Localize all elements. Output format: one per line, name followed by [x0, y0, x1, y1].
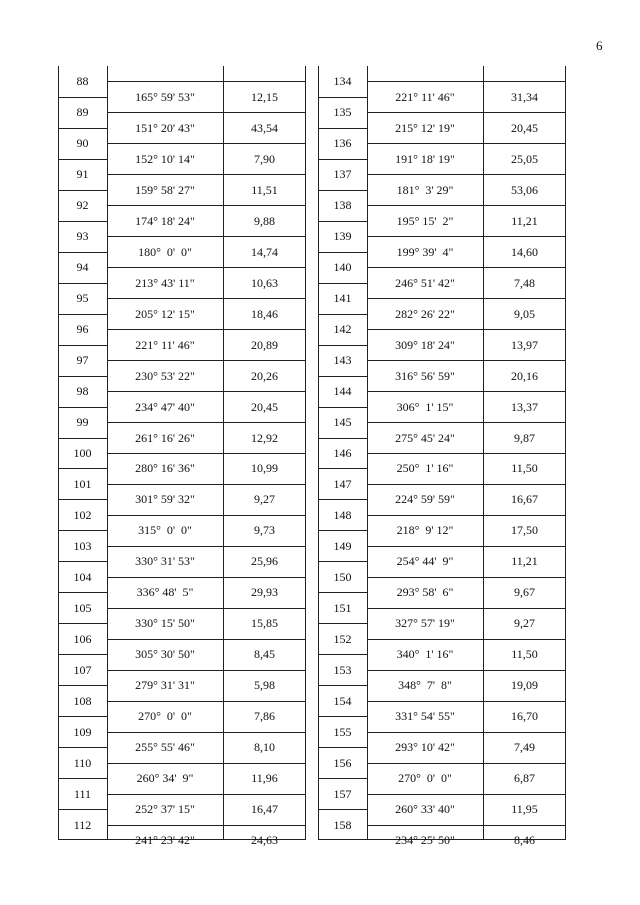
- distance-value: 6,87: [514, 771, 535, 785]
- bearing-value: 293° 10' 42": [395, 740, 455, 754]
- distance-value: 19,09: [511, 678, 538, 692]
- distance-value: 29,93: [251, 585, 278, 599]
- bearing-value: 165° 59' 53": [135, 90, 195, 104]
- distance-value: 8,10: [254, 740, 275, 754]
- point-number: 106: [73, 632, 92, 646]
- point-number: 147: [333, 477, 352, 491]
- bearing-value: 270° 0' 0": [398, 771, 452, 785]
- point-number: 103: [73, 539, 92, 553]
- point-number: 98: [76, 384, 89, 398]
- point-number: 138: [333, 198, 352, 212]
- coordinates-table-left: [58, 66, 306, 847]
- bearing-value: 241° 23' 42": [135, 833, 195, 847]
- distance-value: 20,89: [251, 338, 278, 352]
- distance-value: 11,95: [511, 802, 538, 816]
- point-number: 144: [333, 384, 352, 398]
- distance-value: 9,27: [514, 616, 535, 630]
- distance-value: 9,05: [514, 307, 535, 321]
- bearing-value: 270° 0' 0": [138, 709, 192, 723]
- point-number: 110: [73, 756, 92, 770]
- point-number: 92: [76, 198, 89, 212]
- bearing-value: 282° 26' 22": [395, 307, 455, 321]
- distance-value: 7,48: [514, 276, 535, 290]
- distance-value: 20,45: [251, 400, 278, 414]
- bearing-value: 255° 55' 46": [135, 740, 195, 754]
- bearing-value: 330° 15' 50": [135, 616, 195, 630]
- bearing-value: 151° 20' 43": [135, 121, 195, 135]
- point-number: 109: [73, 725, 92, 739]
- point-number: 100: [73, 446, 92, 460]
- bearing-value: 348° 7' 8": [398, 678, 452, 692]
- point-number: 94: [76, 260, 89, 274]
- bearing-value: 159° 58' 27": [135, 183, 195, 197]
- distance-value: 18,46: [251, 307, 278, 321]
- bearing-value: 340° 1' 16": [396, 647, 454, 661]
- point-number: 146: [333, 446, 352, 460]
- distance-value: 7,90: [254, 152, 275, 166]
- point-number: 95: [76, 291, 89, 305]
- distance-value: 25,05: [511, 152, 538, 166]
- distance-value: 11,21: [511, 554, 538, 568]
- bearing-value: 336° 48' 5": [136, 585, 194, 599]
- bearing-value: 316° 56' 59": [395, 369, 455, 383]
- page-number: 6: [596, 38, 603, 53]
- point-number: 135: [333, 105, 352, 119]
- bearing-value: 215° 12' 19": [395, 121, 455, 135]
- point-number: 156: [333, 756, 352, 770]
- point-number: 112: [73, 818, 92, 832]
- point-number: 155: [333, 725, 352, 739]
- bearing-value: 331° 54' 55": [395, 709, 455, 723]
- point-number: 91: [76, 167, 89, 181]
- bearing-value: 234° 47' 40": [135, 400, 195, 414]
- distance-value: 20,16: [511, 369, 538, 383]
- distance-value: 12,92: [251, 431, 278, 445]
- distance-value: 8,46: [514, 833, 535, 847]
- point-number: 157: [333, 787, 352, 801]
- distance-value: 13,97: [511, 338, 538, 352]
- distance-value: 11,50: [511, 647, 538, 661]
- bearing-value: 260° 34' 9": [136, 771, 194, 785]
- bearing-value: 181° 3' 29": [396, 183, 454, 197]
- distance-value: 11,51: [251, 183, 278, 197]
- point-number: 142: [333, 322, 352, 336]
- point-number: 139: [333, 229, 352, 243]
- bearing-value: 254° 44' 9": [396, 554, 454, 568]
- point-number: 150: [333, 570, 352, 584]
- distance-value: 12,15: [251, 90, 278, 104]
- bearing-value: 224° 59' 59": [395, 492, 455, 506]
- distance-value: 9,67: [514, 585, 535, 599]
- bearing-value: 199° 39' 4": [396, 245, 454, 259]
- distance-value: 25,96: [251, 554, 278, 568]
- distance-value: 8,45: [254, 647, 275, 661]
- coordinates-table-right: [318, 66, 566, 847]
- point-number: 158: [333, 818, 352, 832]
- bearing-value: 218° 9' 12": [396, 523, 454, 537]
- bearing-value: 221° 11' 46": [395, 90, 455, 104]
- bearing-value: 234° 25' 50": [395, 833, 455, 847]
- distance-value: 9,27: [254, 492, 275, 506]
- distance-value: 14,60: [511, 245, 538, 259]
- point-number: 108: [73, 694, 92, 708]
- distance-value: 11,21: [511, 214, 538, 228]
- point-number: 141: [333, 291, 352, 305]
- distance-value: 17,50: [511, 523, 538, 537]
- point-number: 137: [333, 167, 352, 181]
- bearing-value: 152° 10' 14": [135, 152, 195, 166]
- point-number: 89: [76, 105, 89, 119]
- distance-value: 24,63: [251, 833, 278, 847]
- distance-value: 13,37: [511, 400, 538, 414]
- point-number: 93: [76, 229, 89, 243]
- point-number: 143: [333, 353, 352, 367]
- distance-value: 15,85: [251, 616, 278, 630]
- distance-value: 16,70: [511, 709, 538, 723]
- point-number: 151: [333, 601, 352, 615]
- bearing-value: 327° 57' 19": [395, 616, 455, 630]
- distance-value: 14,74: [251, 245, 278, 259]
- point-number: 145: [333, 415, 352, 429]
- distance-value: 9,87: [514, 431, 535, 445]
- bearing-value: 213° 43' 11": [135, 276, 195, 290]
- point-number: 148: [333, 508, 352, 522]
- point-number: 136: [333, 136, 352, 150]
- bearing-value: 221° 11' 46": [135, 338, 195, 352]
- bearing-value: 252° 37' 15": [135, 802, 195, 816]
- point-number: 105: [73, 601, 92, 615]
- bearing-value: 279° 31' 31": [135, 678, 195, 692]
- bearing-value: 305° 30' 50": [135, 647, 195, 661]
- distance-value: 16,67: [511, 492, 538, 506]
- bearing-value: 260° 33' 40": [395, 802, 455, 816]
- distance-value: 16,47: [251, 802, 278, 816]
- point-number: 153: [333, 663, 352, 677]
- bearing-value: 330° 31' 53": [135, 554, 195, 568]
- point-number: 107: [73, 663, 92, 677]
- distance-value: 11,50: [511, 461, 538, 475]
- point-number: 152: [333, 632, 352, 646]
- bearing-value: 191° 18' 19": [395, 152, 455, 166]
- point-number: 99: [76, 415, 89, 429]
- bearing-value: 174° 18' 24": [135, 214, 195, 228]
- distance-value: 20,45: [511, 121, 538, 135]
- bearing-value: 301° 59' 32": [135, 492, 195, 506]
- bearing-value: 205° 12' 15": [135, 307, 195, 321]
- distance-value: 31,34: [511, 90, 538, 104]
- distance-value: 10,63: [251, 276, 278, 290]
- bearing-value: 250° 1' 16": [396, 461, 454, 475]
- distance-value: 11,96: [251, 771, 278, 785]
- point-number: 140: [333, 260, 352, 274]
- point-number: 154: [333, 694, 352, 708]
- distance-value: 53,06: [511, 183, 538, 197]
- bearing-value: 195° 15' 2": [396, 214, 454, 228]
- point-number: 104: [73, 570, 92, 584]
- bearing-value: 275° 45' 24": [395, 431, 455, 445]
- point-number: 102: [73, 508, 92, 522]
- distance-value: 43,54: [251, 121, 278, 135]
- bearing-value: 180° 0' 0": [138, 245, 192, 259]
- bearing-value: 315° 0' 0": [138, 523, 192, 537]
- distance-value: 20,26: [251, 369, 278, 383]
- point-number: 149: [333, 539, 352, 553]
- point-number: 134: [333, 74, 352, 88]
- point-number: 101: [73, 477, 92, 491]
- distance-value: 9,88: [254, 214, 275, 228]
- distance-value: 5,98: [254, 678, 275, 692]
- bearing-value: 293° 58' 6": [396, 585, 454, 599]
- bearing-value: 230° 53' 22": [135, 369, 195, 383]
- bearing-value: 280° 16' 36": [135, 461, 195, 475]
- bearing-value: 309° 18' 24": [395, 338, 455, 352]
- point-number: 97: [76, 353, 89, 367]
- distance-value: 7,49: [514, 740, 535, 754]
- bearing-value: 246° 51' 42": [395, 276, 455, 290]
- distance-value: 10,99: [251, 461, 278, 475]
- point-number: 96: [76, 322, 89, 336]
- bearing-value: 261° 16' 26": [135, 431, 195, 445]
- point-number: 88: [76, 74, 89, 88]
- distance-value: 7,86: [254, 709, 275, 723]
- point-number: 111: [73, 787, 92, 801]
- bearing-value: 306° 1' 15": [396, 400, 454, 414]
- distance-value: 9,73: [254, 523, 275, 537]
- point-number: 90: [76, 136, 89, 150]
